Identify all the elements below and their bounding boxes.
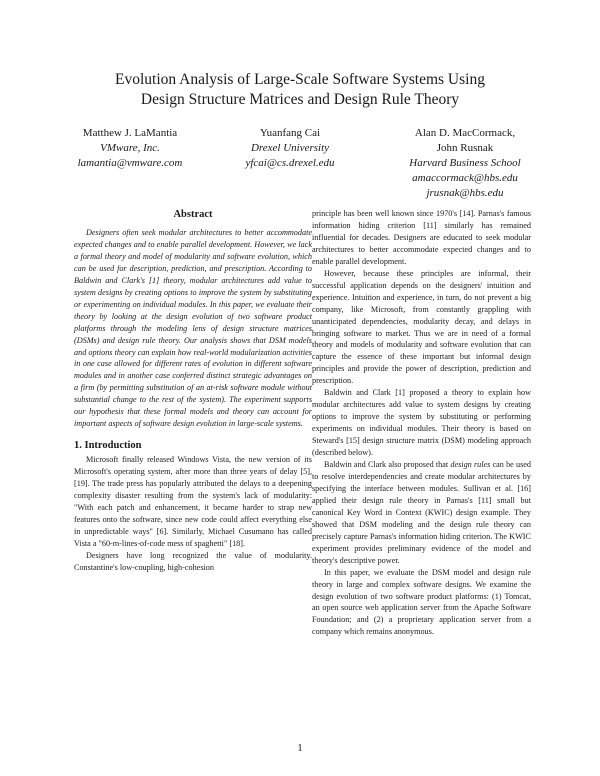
- right-paragraph-2: However, because these principles are informal, their successful application depends on the designers' intuition and experience. Intuition and experience, in turn, do not prevent a big company, like Microsoft, from constantly grappling with unanticipated dependencies, modularity decay, and delays in bringing software to market. Thus we are in need of a formal theory and models of modularity and software evolution that can capture the essence of these important but informal design principles and provide the power of description, prediction and prescription.: [312, 268, 531, 386]
- author-affiliation: VMware, Inc.: [100, 142, 160, 154]
- author-affiliation: Drexel University: [250, 142, 330, 154]
- intro-paragraph-2: Designers have long recognized the value of modularity. Constantine's low-coupling, high-cohesion: [74, 550, 312, 572]
- author-email: lamantia@vmware.com: [77, 157, 183, 169]
- page-number: 1: [297, 742, 303, 754]
- author-name: John Rusnak: [436, 142, 494, 154]
- author-name: Matthew J. LaMantia: [82, 127, 178, 139]
- abstract-heading: Abstract: [173, 209, 213, 220]
- author-email: yfcai@cs.drexel.edu: [245, 157, 335, 169]
- text-span: can be used to resolve interdependencies and create modular architectures by specifying the interface between modules. Sullivan et al. [16] applied their design rule theory in Parnas's [11] small but canonical Key Word in Context (KWIC) design example. They showed that DSM modeling and the design rule theory can precisely capture Parnas's information hiding criterion. The KWIC experiment provides preliminary evidence of the model and theory's descriptive power.: [312, 460, 531, 565]
- intro-paragraph-1: Microsoft finally released Windows Vista, the new version of its Microsoft's operating system, after more than three years of delay [5], [19]. The trade press has popularly attributed the delays to a deepening complexity disaster resulting from the system's lack of modularity: "With each patch and enhancement, it became harder to strap new features onto the software, since new code could affect everything else in unpredictable ways" [6]. Similarly, Michael Cusumano has called Vista a "60-m-lines-of-code mess of spaghetti" [18].: [74, 455, 312, 548]
- abstract-text: Designers often seek modular architectures to better accommodate expected changes and to enable parallel development. However, we lack a formal theory and model of modularity and software evolution, which can be used for description, prediction, and prescription. According to Baldwin and Clark's [1] theory, modular architectures add value to system designs by creating options to improve the system by substituting or experimenting on individual modules. In this paper, we evaluate their theory by looking at the design evolution of two software product platforms through the modeling lens of design structure matrices (DSMs) and design rule theory. Our analysis shows that DSM models and options theory can explain how real-world modularization activities in one case allowed for different rates of evolution in different software modules and in another case conferred distinct strategic advantages on a firm (by permitting substitution of an at-risk software module without substantial change to the rest of the system). The experiment supports our hypothesis that these formal models and theory can account for important aspects of software design evolution in large-scale systems.: [74, 228, 312, 429]
- title-line-1: Evolution Analysis of Large-Scale Software Systems Using: [115, 71, 485, 88]
- author-email: jrusnak@hbs.edu: [426, 187, 504, 199]
- author-affiliation: Harvard Business School: [409, 157, 521, 169]
- author-maccormack-rusnak: [390, 126, 540, 201]
- author-email: amaccormack@hbs.edu: [412, 172, 518, 184]
- author-name: Yuanfang Cai: [259, 127, 321, 139]
- author-name: Alan D. MacCormack,: [414, 127, 516, 139]
- right-paragraph-5: In this paper, we evaluate the DSM model and design rule theory in large and complex software designs. We examine the design evolution of two software product platforms: (1) Tomcat, an open source web application server from the Apache Software Foundation; and (2) a proprietary application server from a company which remains anonymous.: [312, 567, 531, 637]
- emphasis-design-rules: design rules: [450, 460, 491, 470]
- title-line-2: Design Structure Matrices and Design Rule Theory: [140, 91, 460, 108]
- paper-title: [0, 70, 600, 110]
- author-lamantia: [60, 126, 200, 171]
- left-column: [74, 208, 312, 574]
- introduction-heading: 1. Introduction: [74, 440, 142, 452]
- right-paragraph-1: principle has been well known since 1970's [14]. Parnas's famous information hiding criterion [11] similarly has remained influential for decades. Designers are educated to seek modular architectures to better accommodate expected changes and to enable parallel development.: [312, 209, 531, 266]
- right-paragraph-3: Baldwin and Clark [1] proposed a theory to explain how modular architectures add value to system designs by creating options to improve the system by substituting or performing experiments on individual modules. Their theory is based on Steward's [15] design structure matrix (DSM) modeling approach (described below).: [312, 388, 531, 458]
- right-column: [312, 208, 531, 638]
- text-span: Baldwin and Clark also proposed that: [324, 460, 451, 470]
- author-cai: [220, 126, 360, 171]
- right-paragraph-4: [312, 459, 531, 567]
